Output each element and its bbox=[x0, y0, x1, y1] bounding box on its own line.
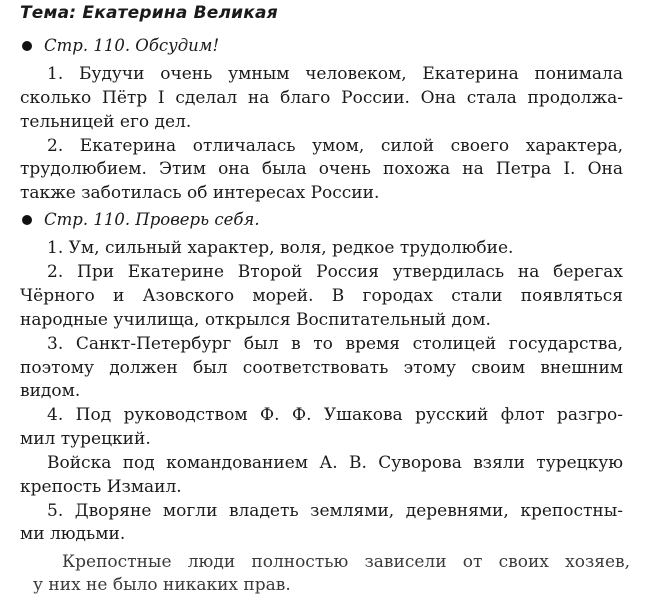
text-line: Крепостные люди полностью зависели от своих хозяев, bbox=[62, 552, 630, 572]
text-line: видом. bbox=[20, 381, 81, 401]
text-line: также заботилась об интересах России. bbox=[20, 183, 380, 203]
section-heading-text: Стр. 110. Проверь себя. bbox=[44, 210, 260, 229]
text-line: 3. Санкт-Петербург был в то время столицей государства, bbox=[47, 334, 623, 354]
text-line: крепость Измаил. bbox=[20, 477, 182, 497]
text-line: 5. Дворяне могли владеть землями, деревнями, крепостны- bbox=[47, 501, 623, 521]
page-title: Тема: Екатерина Великая bbox=[20, 3, 278, 23]
text-line: Чёрного и Азовского морей. В городах стали появляться bbox=[20, 286, 623, 306]
text-line: Войска под командованием А. В. Суворова взяли турецкую bbox=[47, 453, 623, 473]
section-heading-discuss bbox=[22, 36, 219, 55]
text-line: трудолюбием. Этим она была очень похожа на Петра I. Она bbox=[20, 159, 623, 179]
text-line: мил турецкий. bbox=[20, 429, 151, 449]
bullet-icon bbox=[22, 41, 32, 51]
text-line: 1. Будучи очень умным человеком, Екатерина понимала bbox=[47, 64, 623, 84]
bullet-icon bbox=[22, 215, 32, 225]
text-line: поэтому должен был соответствовать этому своим внешним bbox=[20, 358, 623, 378]
text-line: у них не было никаких прав. bbox=[33, 575, 291, 595]
text-line: 2. При Екатерине Второй Россия утвердилась на берегах bbox=[47, 262, 623, 282]
text-line: сколько Пётр I сделал на благо России. Она стала продолжа- bbox=[20, 88, 623, 108]
text-line: тельницей его дел. bbox=[20, 112, 192, 132]
text-line: 2. Екатерина отличалась умом, силой своего характера, bbox=[47, 136, 623, 156]
section-heading-text: Стр. 110. Обсудим! bbox=[44, 36, 220, 55]
text-line: ми людьми. bbox=[20, 524, 126, 544]
text-line: народные училища, открылся Воспитательный дом. bbox=[20, 310, 491, 330]
section-heading-check bbox=[22, 210, 260, 229]
text-line: 1. Ум, сильный характер, воля, редкое трудолюбие. bbox=[47, 238, 514, 258]
text-line: 4. Под руководством Ф. Ф. Ушакова русский флот разгро- bbox=[47, 405, 623, 425]
